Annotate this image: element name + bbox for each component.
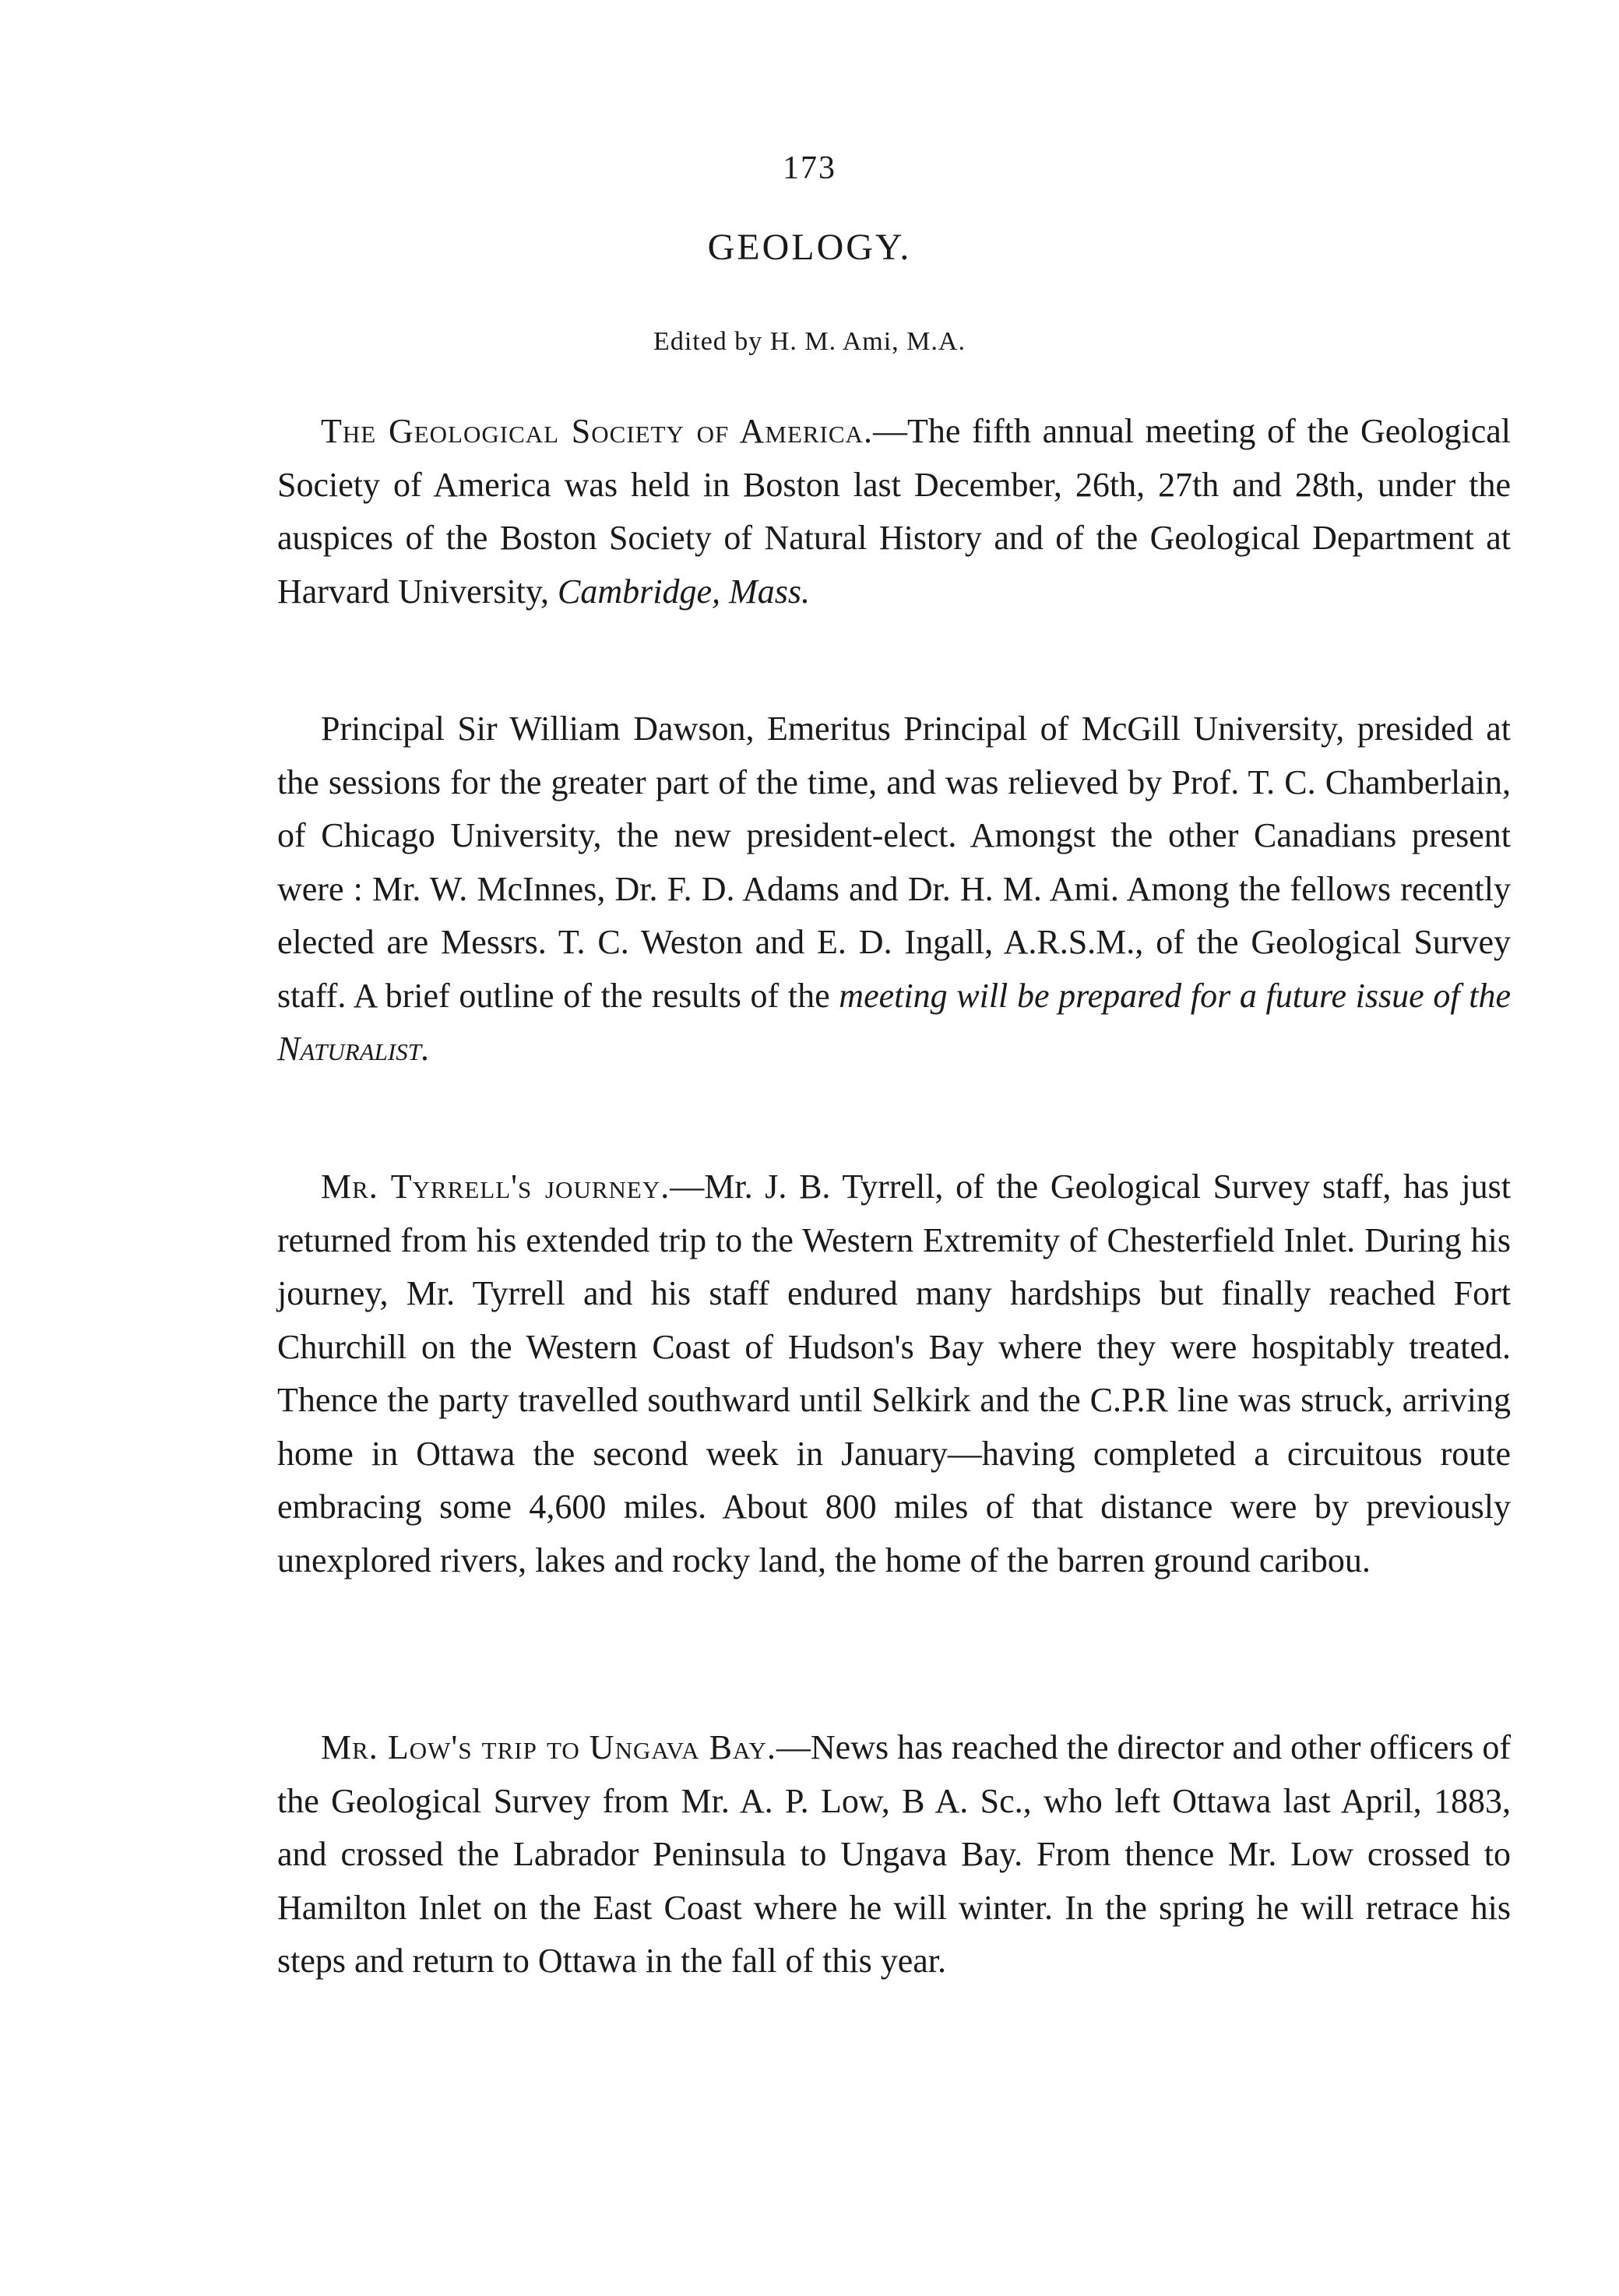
article-geological-society (277, 405, 1511, 618)
article-dawson-paragraph (277, 703, 1511, 1076)
section-title: GEOLOGY. (707, 227, 912, 268)
article-body: Principal Sir William Dawson, Emeritus Principal of McGill University, presided at the sessions for the greater part of the time, and was relieved by Prof. T. C. Chamberlain, of Chicago University, the new president-elect. Amongst the other Canadians present were : Mr. W. McInnes, Dr. F. D. Adams and Dr. H. M. Ami. Among the fellows recently elected are Messrs. T. C. Weston and E. D. Ingall, A.R.S.M., of the Geological Survey staff. A brief outline of the results of the (277, 710, 1511, 1015)
article-heading: Mr. Tyrrell's journey. (321, 1167, 670, 1206)
article-body: —The fifth annual meeting of the Geological Society of America was held in Boston last December, 26th, 27th and 28th, under the auspices of the Boston Society of Natural History and of the Geological Department at Harvard University, (277, 412, 1511, 611)
editor-line: Edited by H. M. Ami, M.A. (653, 327, 966, 356)
article-journal-name: Naturalist. (277, 1030, 430, 1068)
page-number: 173 (783, 150, 836, 186)
article-body: —News has reached the director and other officers of the Geological Survey from Mr. A. P. Low, B A. Sc., who left Ottawa last April, 1883, and crossed the Labrador Peninsula to Ungava Bay. From thence Mr. Low crossed to Hamilton Inlet on the East Coast where he will winter. In the spring he will retrace his steps and return to Ottawa in the fall of this year. (277, 1728, 1511, 1980)
article-italic-text: meeting will be prepared for a future issue of the (839, 976, 1511, 1015)
article-body: —Mr. J. B. Tyrrell, of the Geological Survey staff, has just returned from his extended trip to the Western Extremity of Chesterfield Inlet. During his journey, Mr. Tyrrell and his staff endured many hardships but finally reached Fort Churchill on the Western Coast of Hudson's Bay where they were hospitably treated. Thence the party travelled southward until Selkirk and the C.P.R line was struck, arriving home in Ottawa the second week in January—having completed a circuitous route embracing some 4,600 miles. About 800 miles of that distance were by previously unexplored rivers, lakes and rocky land, the home of the barren ground caribou. (277, 1167, 1511, 1579)
article-italic-text: Cambridge, Mass. (558, 572, 810, 611)
article-tyrrell-journey (277, 1160, 1511, 1587)
article-heading: Mr. Low's trip to Ungava Bay. (321, 1728, 776, 1766)
article-low-trip (277, 1721, 1511, 1988)
article-heading: The Geological Society of America. (321, 412, 873, 450)
